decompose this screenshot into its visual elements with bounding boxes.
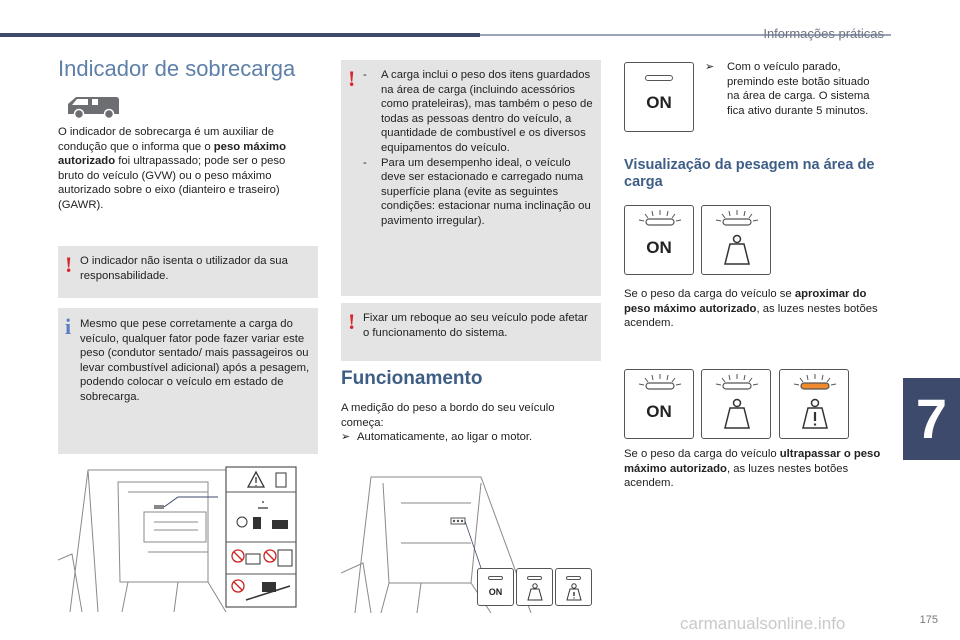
led-indicator bbox=[527, 576, 542, 580]
info-box bbox=[58, 308, 318, 454]
arrow-icon: ➢ bbox=[341, 431, 351, 443]
overload-weight-icon bbox=[801, 398, 829, 430]
on-button-small[interactable]: ON bbox=[477, 568, 514, 606]
watermark: carmanualsonline.info bbox=[680, 614, 846, 633]
approach-paragraph: Se o peso da carga do veículo se aproximar do peso máximo autorizado, as luzes nestes botões acendem. bbox=[624, 288, 878, 330]
info-text: Mesmo que pese corretamente a carga do veículo, qualquer fator pode fazer variar este peso (condutor sentado/ mais passageiros ou levar combustível adicional) após a pesagem, podendo colocar o veículo em estado de sobrecarga. bbox=[80, 318, 310, 403]
warning-list bbox=[363, 68, 595, 229]
weight-icon bbox=[723, 398, 751, 430]
warning-text: O indicador não isenta o utilizador da sua responsabilidade. bbox=[80, 255, 288, 282]
arrow-icon: ➢ bbox=[705, 61, 715, 73]
chapter-tab: 7 bbox=[903, 378, 960, 460]
weight-button-small[interactable] bbox=[516, 568, 553, 606]
warning-icon: ! bbox=[65, 252, 73, 277]
operation-intro: A medição do peso a bordo do seu veículo começa: bbox=[341, 402, 555, 429]
chapter-title: Informações práticas bbox=[763, 26, 884, 41]
exceed-paragraph: Se o peso da carga do veículo ultrapassar o peso máximo autorizado, as luzes nestes botões acendem. bbox=[624, 448, 881, 490]
light-rays-icon bbox=[712, 372, 762, 394]
warning-icon: ! bbox=[348, 66, 356, 91]
led-indicator bbox=[566, 576, 581, 580]
overload-button-lit[interactable] bbox=[779, 369, 849, 439]
page-title: Indicador de sobrecarga bbox=[58, 56, 296, 81]
warning-box-2 bbox=[341, 60, 601, 296]
intro-paragraph: O indicador de sobrecarga é um auxiliar de condução que o informa que o peso máximo autorizado foi ultrapassado; pode ser o peso bruto do veículo (GVW) ou o peso máximo autorizado sobre o eixo (dianteiro e traseiro) (GAWR). bbox=[58, 126, 286, 211]
on-button-lit[interactable]: ON bbox=[624, 205, 694, 275]
on-button[interactable]: ON bbox=[624, 62, 694, 132]
van-icon bbox=[66, 94, 120, 120]
warning-icon: ! bbox=[348, 309, 356, 334]
header-bar bbox=[0, 33, 480, 37]
weight-icon bbox=[723, 234, 751, 266]
light-rays-icon bbox=[635, 208, 685, 230]
cargo-area-illustration bbox=[58, 462, 318, 612]
led-indicator bbox=[488, 576, 503, 580]
bullet-item: ➢ Com o veículo parado, premindo este botão situado na área de carga. O sistema fica ativo durante 5 minutos. bbox=[705, 61, 870, 117]
weight-button-lit-2[interactable] bbox=[701, 369, 771, 439]
operation-item: ➢ Automaticamente, ao ligar o motor. bbox=[341, 431, 533, 443]
info-icon: i bbox=[65, 314, 72, 339]
light-rays-icon bbox=[790, 372, 840, 394]
warning-box-1 bbox=[58, 246, 318, 298]
weight-icon bbox=[527, 583, 543, 601]
section-title-operation: Funcionamento bbox=[341, 368, 483, 389]
page-number: 175 bbox=[919, 614, 938, 626]
overload-weight-icon bbox=[566, 583, 582, 601]
section-title-weighing: Visualização da pesagem na área de carga bbox=[624, 157, 875, 190]
list-item: - A carga inclui o peso dos itens guardados na área de carga (incluindo acessórios como prateleiras), mas também o peso de todas as pessoas dentro do veículo, a quantidade de combustível e os diversos equipamentos do veículo. bbox=[363, 69, 593, 154]
warning-box-3 bbox=[341, 303, 601, 361]
warning-text: Fixar um reboque ao seu veículo pode afetar o funcionamento do sistema. bbox=[363, 312, 588, 339]
weight-button-lit[interactable] bbox=[701, 205, 771, 275]
on-button-lit-2[interactable]: ON bbox=[624, 369, 694, 439]
list-item: - Para um desempenho ideal, o veículo deve ser estacionado e carregado numa superfície plana (evite as seguintes condições: estacionar numa inclinação ou pavimento irregular). bbox=[363, 156, 591, 227]
overload-button-small[interactable] bbox=[555, 568, 592, 606]
light-rays-icon bbox=[635, 372, 685, 394]
light-rays-icon bbox=[712, 208, 762, 230]
led-indicator bbox=[645, 75, 673, 81]
